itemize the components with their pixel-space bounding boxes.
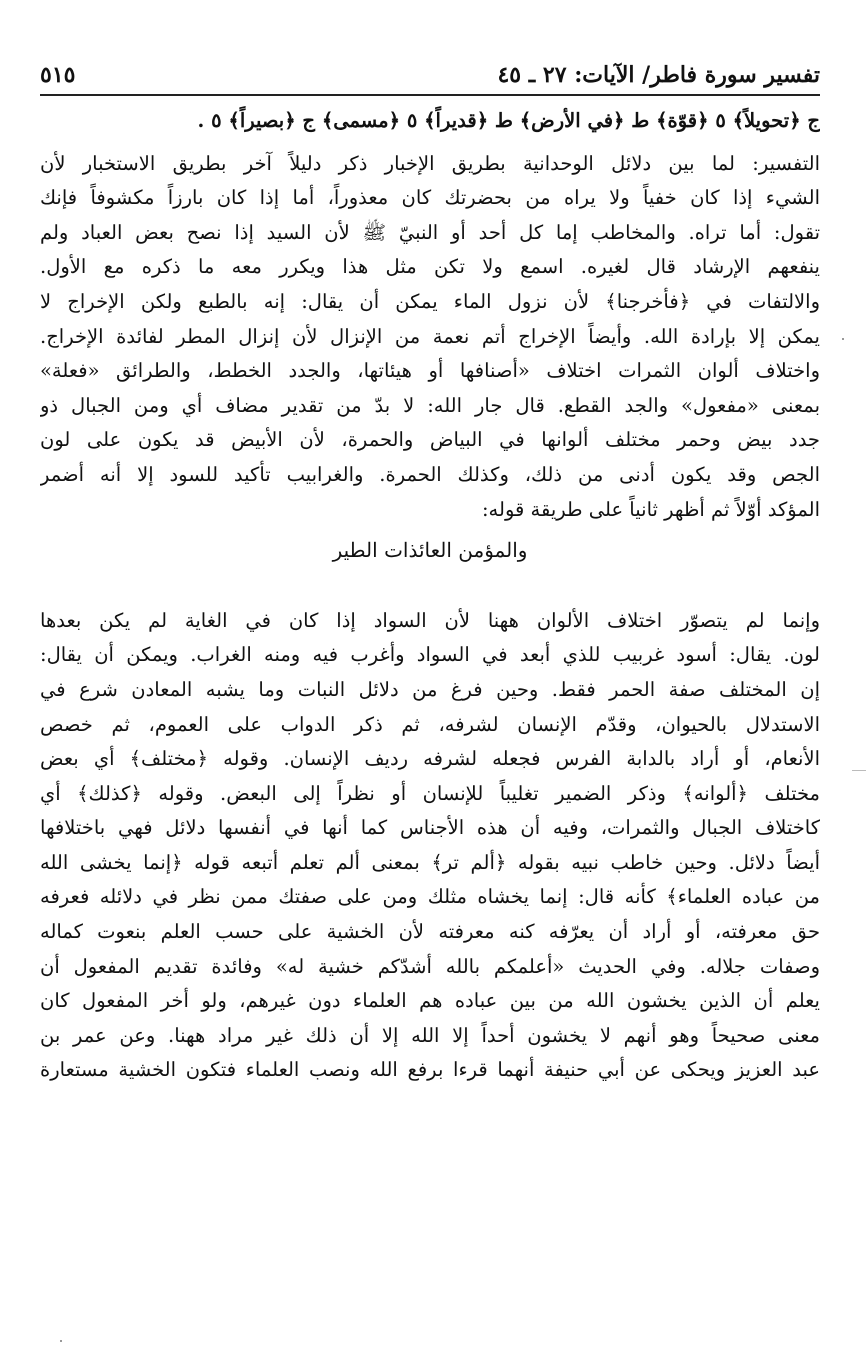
text-line: وإنما لم يتصوّر اختلاف الألوان ههنا لأن السواد إذا كان في الغاية لم يكن بعدها bbox=[40, 608, 820, 632]
text-line: الشيء إذا كان خفياً ولا يراه من بحضرتك كان معذوراً، أما إذا كان بارزاً مكشوفاً فإنك bbox=[40, 186, 820, 210]
text-line: لون. يقال: أسود غربيب للذي أبعد في السواد وأغرب فيه ومنه الغراب. ويمكن أن يقال: bbox=[40, 643, 820, 667]
text-line: ينفعهم الإرشاد قال لغيره. اسمع ولا تكن مثل هذا ويكرر معه ما ذكره مع الأول. bbox=[40, 255, 820, 279]
text-line: يعلم أن الذين يخشون الله من بين عباده هم العلماء دون غيرهم، ولو أخر المفعول كان bbox=[40, 989, 820, 1013]
text-line: الجص وقد يكون أدنى من ذلك، وكذلك الحمرة. والغرابيب تأكيد للسود إلا أنه أضمر bbox=[40, 462, 820, 486]
scan-speck bbox=[852, 770, 866, 771]
page-number: ٥١٥ bbox=[40, 62, 76, 88]
spacer bbox=[40, 578, 820, 604]
text-line: حق معرفته، أو أراد أن يعرّفه كنه معرفته لأن الخشية على حسب العلم بنعوت كماله bbox=[40, 920, 820, 944]
text-line: الأنعام، أو أراد بالدابة الفرس فجعله لشرفه رديف الإنسان. وقوله ﴿مختلف﴾ أي بعض bbox=[40, 747, 820, 771]
scan-speck bbox=[60, 1340, 62, 1342]
text-line: واختلاف ألوان الثمرات اختلاف «أصنافها أو هيئاتها، والجدد الخطط، والطرائق «فعلة» bbox=[40, 359, 820, 383]
text-line: مختلف ﴿ألوانه﴾ وذكر الضمير تغليباً للإنسان أو نظراً إلى البعض. وقوله ﴿كذلك﴾ أي bbox=[40, 781, 820, 805]
text-line: معنى صحيحاً وهو أنهم لا يخشون أحداً إلا الله إلا أن ذلك غير مراد ههنا. وعن عمر بن bbox=[40, 1023, 820, 1047]
text-line: جدد بيض وحمر مختلف ألوانها في البياض والحمرة، لأن الأبيض قد يكون على لون bbox=[40, 428, 820, 452]
tafsir-paragraph-2 bbox=[40, 604, 820, 1088]
text-line: كاختلاف الجبال والثمرات، وفيه أن هذه الأجناس كما أنها في أنفسها دلائل فهي باختلافها bbox=[40, 816, 820, 840]
text-line: بمعنى «مفعول» والجد القطع. قال جار الله: لا بدّ من تقدير مضاف أي ومن الجبال ذو bbox=[40, 393, 820, 417]
text-line: تقول: أما تراه. والمخاطب إما كل أحد أو النبيّ ﷺ لأن السيد إذا نصح بعض العباد ولم bbox=[40, 220, 820, 244]
header-title: تفسير سورة فاطر/ الآيات: ٢٧ ـ ٤٥ bbox=[497, 62, 820, 88]
text-line: المؤكد أوّلاً ثم أظهر ثانياً على طريقة قوله: bbox=[481, 497, 820, 521]
page-body bbox=[40, 104, 820, 1088]
tafsir-paragraph-1 bbox=[40, 147, 820, 528]
text-line: التفسير: لما بين دلائل الوحدانية بطريق الإخبار ذكر دليلاً آخر بطريق الاستخبار لأن bbox=[40, 151, 820, 175]
text-line: عبد العزيز ويحكى عن أبي حنيفة أنهما قرءا برفع الله ونصب العلماء فتكون الخشية مستعارة bbox=[40, 1058, 820, 1082]
pause-marks-line: ج ﴿تحويلاً﴾ ٥ ﴿قوّة﴾ ط ﴿في الأرض﴾ ط ﴿قديراً﴾ ٥ ﴿مسمى﴾ ج ﴿بصيراً﴾ ٥ . bbox=[197, 109, 820, 132]
text-line: من عباده العلماء﴾ كأنه قال: إنما يخشاه مثلك ومن على صفتك ممن نظر في دلائله فعرفه bbox=[40, 885, 820, 909]
poetry-verse: والمؤمن العائذات الطير bbox=[332, 538, 528, 563]
text-line: وصفات جلاله. وفي الحديث «أعلمكم بالله أشدّكم خشية له» وفائدة تقديم المفعول أن bbox=[40, 954, 820, 978]
text-line: أيضاً دلائل. وحين خاطب نبيه بقوله ﴿ألم تر﴾ بمعنى ألم تعلم أتبعه قوله ﴿إنما يخشى الله bbox=[40, 850, 820, 874]
scan-speck bbox=[842, 338, 844, 340]
text-line: والالتفات في ﴿فأخرجنا﴾ لأن نزول الماء يمكن أن يقال: إنه بالطبع ولكن الإخراج لا bbox=[40, 289, 820, 313]
text-line: إن المختلف صفة الحمر فقط. وحين فرغ من دلائل النبات وما يشبه المعادن شرع في bbox=[40, 677, 820, 701]
running-header bbox=[40, 60, 820, 96]
text-line: الاستدلال بالحيوان، وقدّم الإنسان لشرفه، ثم ذكر الدواب على العموم، ثم خصص bbox=[40, 712, 820, 736]
text-line: يمكن إلا بإرادة الله. وأيضاً الإخراج أتم نعمة من الإنزال لأن إنزال المطر لفائدة الإخراج. bbox=[40, 324, 820, 348]
